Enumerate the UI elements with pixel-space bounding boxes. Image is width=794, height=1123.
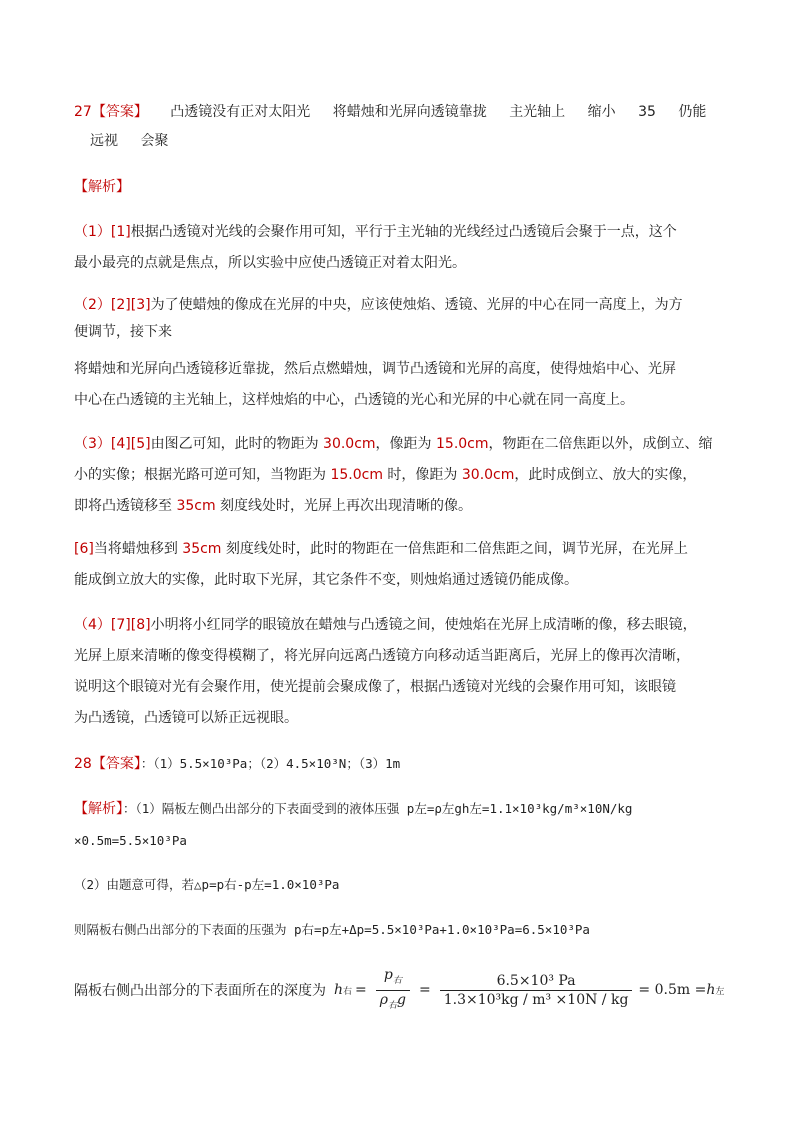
p2-line-1: （2）[2][3]为了使蜡烛的像成在光屏的中央，应该使烛焰、透镜、光屏的中心在同一高度上，为方: [74, 297, 683, 313]
question-number: 28: [74, 756, 92, 772]
answer-tag: 【答案】: [91, 756, 141, 772]
answer-6: 仍能: [678, 104, 707, 120]
p4-line-2: 光屏上原来清晰的像变得模糊了，将光屏向远离凸透镜方向移动适当距离后，光屏上的像再次清晰，: [74, 648, 690, 664]
depth-formula: 隔板右侧凸出部分的下表面所在的深度为 h 右 = $\frac{p_右}{\rho_右g}$ = $\frac{\text{6.5×10³ Pa}}{\text{1.3×10³kg / m³ ×10N / kg}}$ = 0.5m = h 左: [74, 968, 724, 1012]
formula-h: h: [334, 982, 344, 998]
analysis-tag: 【解析】: [74, 179, 130, 195]
p1-line-2: 最小最亮的点就是焦点，所以实验中应使凸透镜正对着太阳光。: [74, 255, 466, 271]
answer-7: 远视: [90, 133, 118, 149]
answer-5: 35: [638, 104, 656, 120]
p3b-line-1: [6]当将蜡烛移到 35cm 刻度线处时，此时的物距在一倍焦距和二倍焦距之间，调节光屏，在光屏上: [74, 541, 688, 557]
q27-answer-line: [74, 102, 754, 122]
formula-label: 隔板右侧凸出部分的下表面所在的深度为: [74, 983, 326, 999]
question-number: 27: [74, 104, 92, 120]
p1-line-1: （1）[1]根据凸透镜对光线的会聚作用可知，平行于主光轴的光线经过凸透镜后会聚于一点，这个: [74, 224, 677, 240]
q28-analysis-line-3: （2）由题意可得，若△p=p右-p左=1.0×10³Pa: [74, 877, 340, 892]
answer-8: 会聚: [140, 133, 169, 149]
analysis-tag: 【解析】: [74, 801, 123, 817]
answer-tag: 【答案】: [91, 104, 148, 120]
q28-analysis-line-1: 【解析】：（1）隔板左侧凸出部分的下表面受到的液体压强 p左=ρ左gh左=1.1×10³kg/m³×10N/kg: [74, 801, 633, 817]
answer-1: 凸透镜没有正对太阳光: [170, 104, 311, 120]
q27-answer-line-2: [90, 131, 770, 151]
q28-analysis-line-2: ×0.5m=5.5×10³Pa: [74, 833, 187, 848]
answer-2: 将蜡烛和光屏向透镜靠拢: [332, 104, 487, 120]
p2-line-2: 便调节，接下来: [74, 324, 172, 340]
fraction-numeric: $\frac{\text{6.5×10³ Pa}}{\text{1.3×10³kg / m³ ×10N / kg}}$: [440, 972, 633, 1009]
p4-line-4: 为凸透镜，凸透镜可以矫正远视眼。: [74, 710, 298, 726]
p3-line-1: （3）[4][5]由图乙可知，此时的物距为 30.0cm，像距为 15.0cm，物距在二倍焦距以外，成倒立、缩: [74, 436, 713, 452]
p3b-line-2: 能成倒立放大的实像，此时取下光屏，其它条件不变，则烛焰通过透镜仍能成像。: [74, 572, 578, 588]
p2-line-3: 将蜡烛和光屏向凸透镜移近靠拢，然后点燃蜡烛，调节凸透镜和光屏的高度，使得烛焰中心、光屏: [74, 361, 676, 377]
p4-line-1: （4）[7][8]小明将小红同学的眼镜放在蜡烛与凸透镜之间，使烛焰在光屏上成清晰的像，移去眼镜，: [74, 617, 697, 633]
p4-line-3: 说明这个眼镜对光有会聚作用，使光提前会聚成像了，根据凸透镜对光线的会聚作用可知，该眼镜: [74, 679, 676, 695]
q28-answer-line: [74, 754, 754, 774]
p3-line-2: 小的实像；根据光路可逆可知，当物距为 15.0cm 时，像距为 30.0cm，此时成倒立、放大的实像，: [74, 467, 697, 483]
p3-line-3: 即将凸透镜移至 35cm 刻度线处时，光屏上再次出现清晰的像。: [74, 498, 473, 514]
answer-4: 缩小: [587, 104, 616, 120]
fraction-p-over-rho-g: $\frac{p_右}{\rho_右g}$: [376, 966, 410, 1015]
p2-line-4: 中心在凸透镜的主光轴上，这样烛焰的中心，凸透镜的光心和光屏的中心就在同一高度上。: [74, 392, 634, 408]
q28-answer-text: ：（1）5.5×10³Pa；（2）4.5×10³N；（3）1m: [140, 756, 401, 771]
answer-3: 主光轴上: [509, 104, 566, 120]
q28-analysis-line-4: 则隔板右侧凸出部分的下表面的压强为 p右=p左+Δp=5.5×10³Pa+1.0×10³Pa=6.5×10³Pa: [74, 922, 590, 937]
